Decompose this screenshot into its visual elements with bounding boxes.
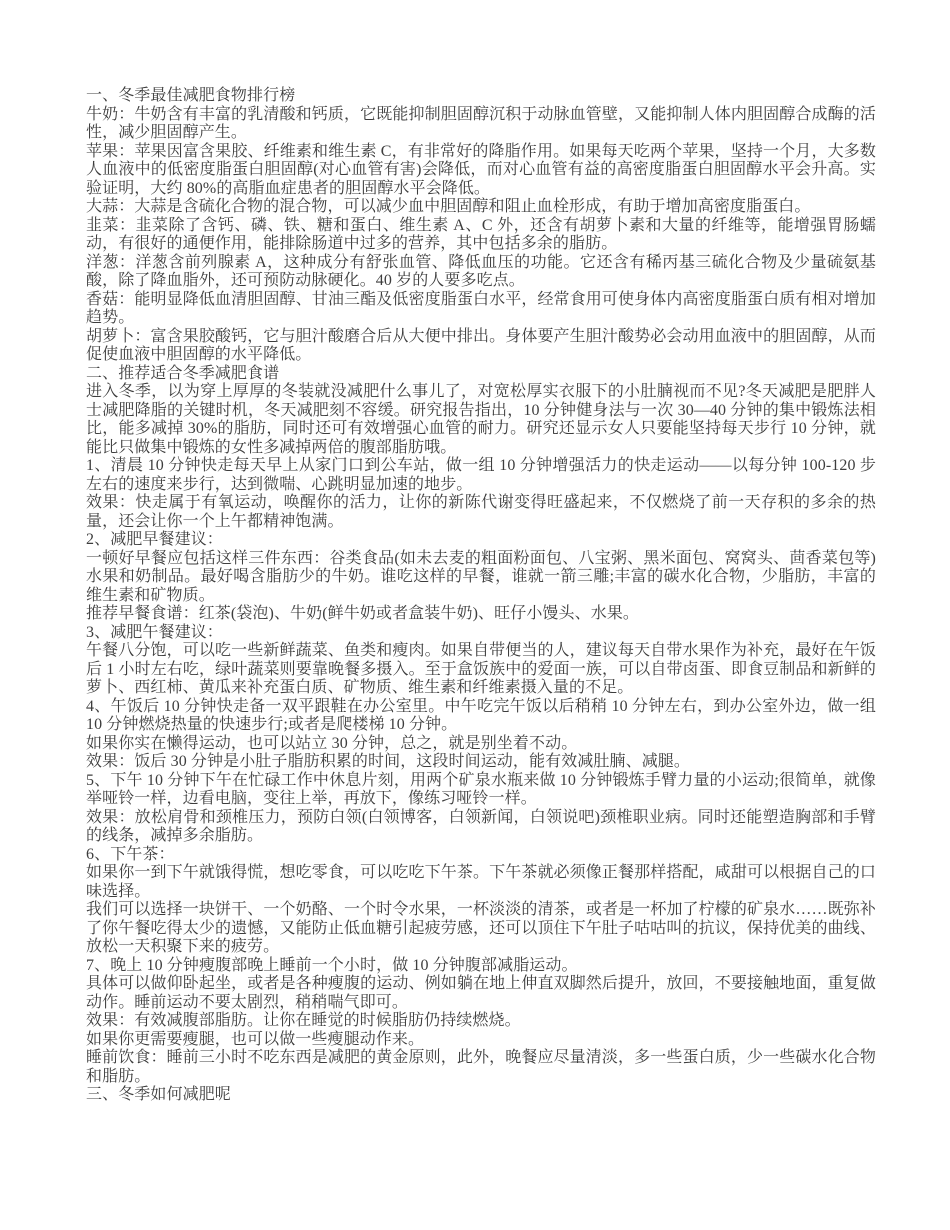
- paragraph: 如果你一到下午就饿得慌，想吃零食，可以吃吃下午茶。下午茶就必须像正餐那样搭配，咸甜可以根据自己的口味选择。: [86, 864, 876, 900]
- paragraph: 1、清晨 10 分钟快走每天早上从家门口到公车站，做一组 10 分钟增强活力的快走运动——以每分钟 100-120 步左右的速度来步行，达到微喘、心跳明显加速的地步。: [86, 457, 876, 493]
- paragraph: 一顿好早餐应包括这样三件东西：谷类食品(如未去麦的粗面粉面包、八宝粥、黑米面包、窝窝头、茴香菜包等)水果和奶制品。最好喝含脂肪少的牛奶。谁吃这样的早餐，谁就一箭三雕;丰富的碳水化合物，少脂肪，丰富的维生素和矿物质。: [86, 549, 876, 604]
- paragraph: 7、晚上 10 分钟瘦腹部晚上睡前一个小时，做 10 分钟腹部减脂运动。: [86, 956, 578, 974]
- paragraph: 3、减肥午餐建议：: [86, 623, 223, 641]
- paragraph: 4、午饭后 10 分钟快走备一双平跟鞋在办公室里。中午吃完午饭以后稍稍 10 分钟左右，到办公室外边，做一组 10 分钟燃烧热量的快速步行;或者是爬楼梯 10 分钟。: [86, 697, 876, 733]
- paragraph: 二、推荐适合冬季减肥食谱: [86, 364, 280, 382]
- paragraph: 洋葱：洋葱含前列腺素 A，这种成分有舒张血管、降低血压的功能。它还含有稀丙基三硫化合物及少量硫氨基酸，除了降血脂外，还可预防动脉硬化。40 岁的人要多吃点。: [86, 253, 876, 289]
- paragraph: 推荐早餐食谱：红茶(袋泡)、牛奶(鲜牛奶或者盒装牛奶)、旺仔小馒头、水果。: [86, 605, 640, 622]
- paragraph: 睡前饮食：睡前三小时不吃东西是减肥的黄金原则，此外，晚餐应尽量清淡，多一些蛋白质，少一些碳水化合物和脂肪。: [86, 1049, 876, 1085]
- paragraph: 午餐八分饱，可以吃一些新鲜蔬菜、鱼类和瘦肉。如果自带便当的人，建议每天自带水果作为补充，最好在午饭后 1 小时左右吃，绿叶蔬菜则要靠晚餐多摄入。至于盒饭族中的爱面一族，可以自带卤蛋、即食豆制品和新鲜的萝卜、西红柿、黄瓜来补充蛋白质、矿物质、维生素和纤维素摄入量的不足。: [86, 642, 876, 696]
- paragraph: 效果：快走属于有氧运动，唤醒你的活力，让你的新陈代谢变得旺盛起来，不仅燃烧了前一天存积的多余的热量，还会让你一个上午都精神饱满。: [86, 494, 876, 530]
- paragraph: 韭菜：韭菜除了含钙、磷、铁、糖和蛋白、维生素 A、C 外，还含有胡萝卜素和大量的纤维等，能增强胃肠蠕动，有很好的通便作用，能排除肠道中过多的营养，其中包括多余的脂肪。: [86, 216, 876, 252]
- paragraph: 胡萝卜：富含果胶酸钙，它与胆汁酸磨合后从大便中排出。身体要产生胆汁酸势必会动用血液中的胆固醇，从而促使血液中胆固醇的水平降低。: [86, 327, 876, 363]
- paragraph: 具体可以做仰卧起坐，或者是各种瘦腹的运动、例如躺在地上伸直双脚然后提升，放回，不要接触地面，重复做动作。睡前运动不要太剧烈，稍稍喘气即可。: [86, 975, 876, 1011]
- paragraph: 6、下午茶：: [86, 845, 175, 863]
- paragraph: 效果：有效减腹部脂肪。让你在睡觉的时候脂肪仍持续燃烧。: [86, 1012, 521, 1029]
- paragraph: 效果：饭后 30 分钟是小肚子脂肪积累的时间，这段时间运动，能有效减肚腩、减腿。: [86, 753, 691, 770]
- paragraph: 苹果：苹果因富含果胶、纤维素和维生素 C，有非常好的降脂作用。如果每天吃两个苹果，坚持一个月，大多数人血液中的低密度脂蛋白胆固醇(对心血管有害)会降低，而对心血管有益的高密度脂蛋白胆固醇水平会升高。实验证明，大约 80%的高脂血症患者的胆固醇水平会降低。: [86, 142, 876, 197]
- paragraph: 如果你实在懒得运动，也可以站立 30 分钟，总之，就是别坐着不动。: [86, 734, 578, 752]
- paragraph: 5、下午 10 分钟下午在忙碌工作中休息片刻，用两个矿泉水瓶来做 10 分钟锻炼手臂力量的小运动;很简单，就像举哑铃一样，边看电脑，变往上举，再放下，像练习哑铃一样。: [86, 771, 876, 807]
- paragraph: 进入冬季，以为穿上厚厚的冬装就没减肥什么事儿了，对宽松厚实衣服下的小肚腩视而不见?冬天减肥是肥胖人士减肥降脂的关键时机，冬天减肥刻不容缓。研究报告指出，10 分钟健身法与一次 30—40 分钟的集中锻炼法相比，能多减掉 30%的脂肪，同时还可有效增强心血管的耐力。研究还显示女人只要能坚持每天步行 10 分钟，就能比只做集中锻炼的女性多减掉两倍的腹部脂肪哦。: [86, 383, 876, 456]
- document-body: [86, 87, 876, 1105]
- paragraph: 一、冬季最佳减肥食物排行榜: [86, 87, 296, 104]
- paragraph: 我们可以选择一块饼干、一个奶酪、一个时令水果，一杯淡淡的清茶，或者是一杯加了柠檬的矿泉水……既弥补了你午餐吃得太少的遗憾，又能防止低血糖引起疲劳感，还可以顶住下午肚子咕咕叫的抗议，保持优美的曲线、放松一天积聚下来的疲劳。: [86, 901, 876, 955]
- paragraph: 如果你更需要瘦腿，也可以做一些瘦腿动作来。: [86, 1030, 425, 1048]
- paragraph: 效果：放松肩骨和颈椎压力，预防白领(白领博客，白领新闻，白领说吧)颈椎职业病。同时还能塑造胸部和手臂的线条，减掉多余脂肪。: [86, 808, 876, 844]
- paragraph: 牛奶：牛奶含有丰富的乳清酸和钙质，它既能抑制胆固醇沉积于动脉血管壁，又能抑制人体内胆固醇合成酶的活性，减少胆固醇产生。: [86, 105, 876, 141]
- paragraph: 2、减肥早餐建议：: [86, 531, 223, 548]
- paragraph: 香菇：能明显降低血清胆固醇、甘油三酯及低密度脂蛋白水平，经常食用可使身体内高密度脂蛋白质有相对增加趋势。: [86, 290, 876, 326]
- paragraph: 大蒜：大蒜是含硫化合物的混合物，可以减少血中胆固醇和阻止血栓形成，有助于增加高密度脂蛋白。: [86, 198, 811, 215]
- paragraph: 三、冬季如何减肥呢: [86, 1086, 231, 1103]
